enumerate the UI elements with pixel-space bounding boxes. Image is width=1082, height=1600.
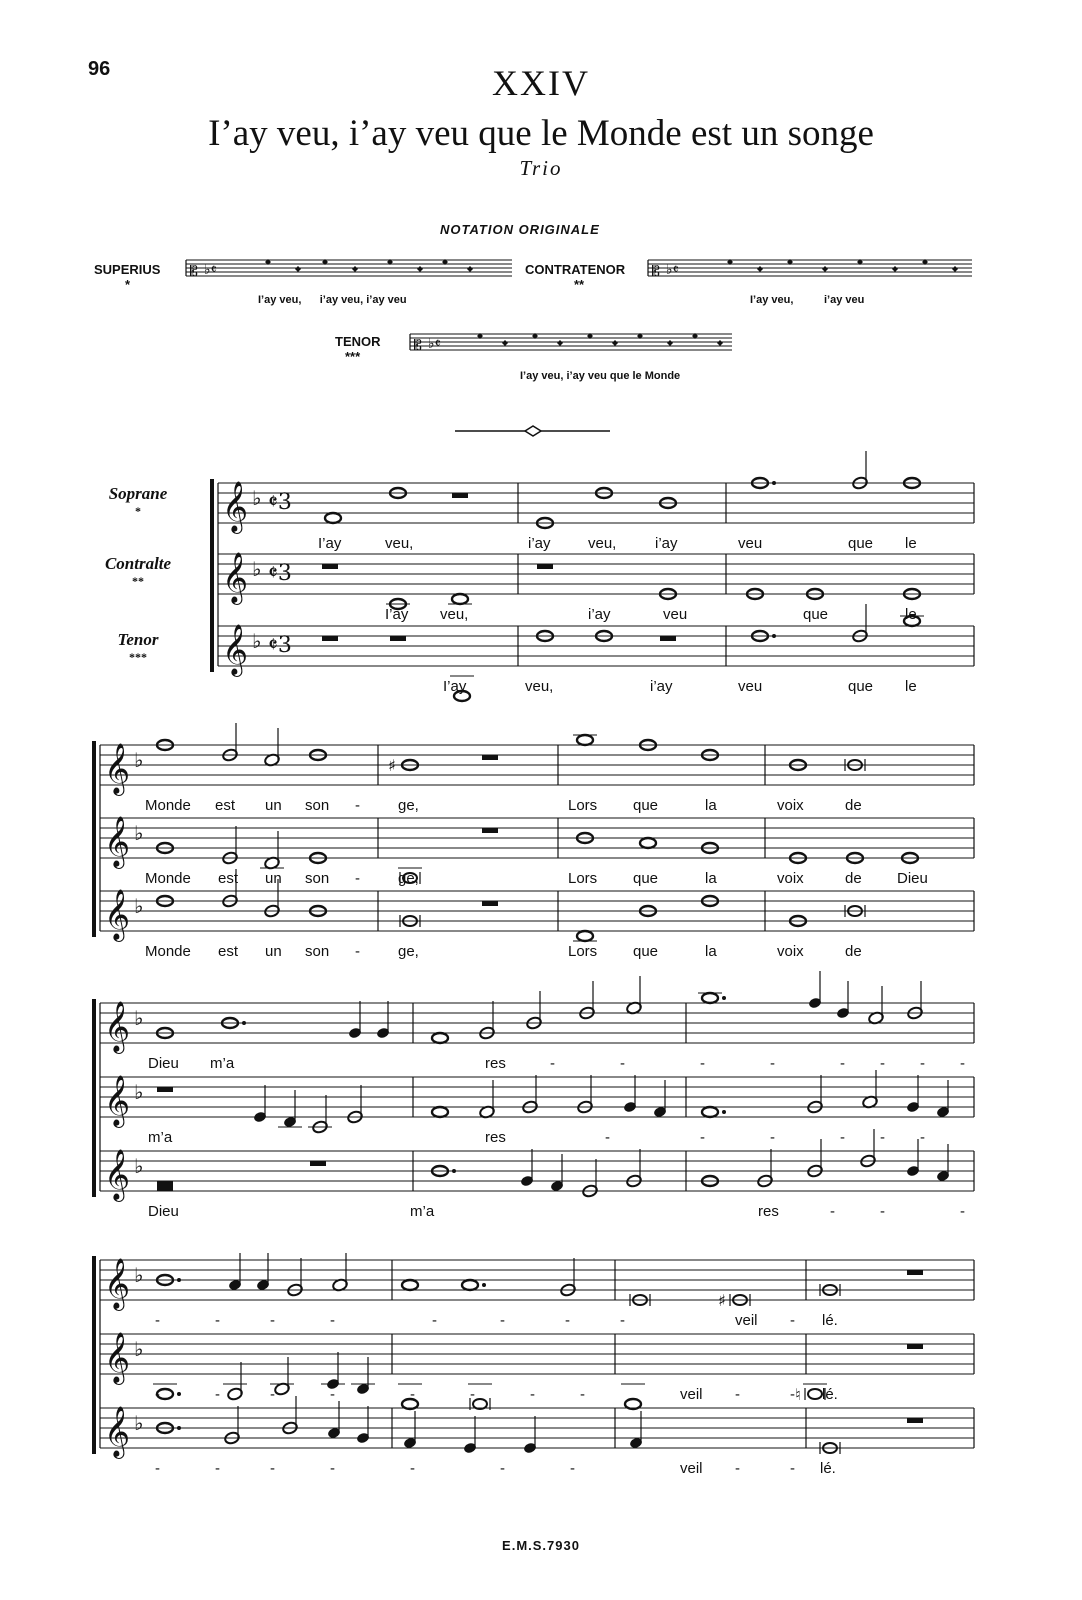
contratenor-stars: ** [574,277,585,292]
lyric-syllable: - [735,1386,740,1403]
rest [907,1270,923,1275]
contratenor-lyrics: I’ay veu, i’ay veu [750,294,865,306]
lyric-syllable: - [530,1386,535,1403]
lyric-syllable: i’ay [655,535,678,552]
lyric-syllable: - [355,797,360,814]
key-signature-flat: ♭ [134,1411,144,1435]
system-2 [94,723,974,942]
rest [390,636,406,641]
system-1 [212,451,974,701]
lyric-syllable: lé. [822,1312,838,1329]
lyric-syllable: le [905,678,917,695]
lyric-syllable: son [305,870,330,887]
superius-staff-clef: 𝄡 [190,264,198,280]
lyric-syllable: lé. [820,1460,836,1477]
lyric-syllable: veu, [385,535,414,552]
rest [482,755,498,760]
voice-stars-soprane: * [135,504,141,518]
neume-note [295,266,301,272]
treble-clef: 𝄞 [104,743,131,794]
neume-note [467,266,473,272]
lyric-syllable: son [305,943,330,960]
lyric-syllable: - [270,1460,275,1477]
lyric-syllable: m’a [210,1055,235,1072]
lyric-syllable: - [880,1129,885,1146]
lyric-syllable: res [485,1129,506,1146]
staff-soprane [100,745,974,785]
treble-clef: 𝄞 [104,1075,131,1126]
lyric-syllable: - [570,1460,575,1477]
lyric-syllable: veu, [588,535,617,552]
lyric-syllable: ge, [398,797,419,814]
augmentation-dot [722,996,726,1000]
section-divider [455,426,610,436]
lyric-syllable: - [770,1055,775,1072]
rest [907,1344,923,1349]
neume-note [557,340,563,346]
lyric-syllable: - [550,1055,555,1072]
lyric-syllable: - [920,1055,925,1072]
lyric-syllable: - [355,870,360,887]
augmentation-dot [242,1021,246,1025]
key-signature-flat: ♭ [134,1337,144,1361]
neume-note [952,266,958,272]
lyric-syllable: - [960,1055,965,1072]
tenor-orig-staff-mensuration: ♭𝄵 [428,336,441,352]
lyric-syllable: - [840,1055,845,1072]
key-signature-flat: ♭ [134,748,144,772]
lyric-syllable: de [845,943,862,960]
lyric-syllable: Dieu [148,1203,179,1220]
lyric-syllable: m’a [410,1203,435,1220]
rest [452,493,468,498]
staff-tenor [218,626,974,666]
lyric-syllable: que [633,797,659,814]
page-number: 96 [88,58,111,80]
lyric-syllable: ge, [398,870,419,887]
voice-stars-tenor: *** [129,650,147,664]
lyric-syllable: - [605,1129,610,1146]
lyric-syllable: est [218,870,239,887]
neume-note [892,266,898,272]
key-signature-flat: ♭ [252,486,262,510]
tenor-orig-staff [410,334,732,350]
rest [322,564,338,569]
tenor-orig-lyrics: I’ay veu, i’ay veu que le Monde [520,370,681,382]
treble-clef: 𝄞 [104,1258,131,1309]
lyric-syllable: - [215,1460,220,1477]
lyric-syllable: - [790,1386,795,1403]
lyric-syllable: - [155,1386,160,1403]
lyric-syllable: - [880,1203,885,1220]
breve-note [808,1389,822,1399]
lyric-syllable: - [330,1386,335,1403]
rest [907,1418,923,1423]
lyric-syllable: i’ay [650,678,673,695]
lyric-syllable: Dieu [148,1055,179,1072]
lyric-syllable: - [270,1386,275,1403]
voice-label-soprane: Soprane [108,484,168,503]
lyric-syllable: un [265,870,282,887]
lyric-syllable: - [215,1312,220,1329]
lyric-syllable: de [845,870,862,887]
lyric-syllable: - [830,1203,835,1220]
key-signature-flat: ♭ [134,1154,144,1178]
lyric-syllable: - [700,1129,705,1146]
rest [322,636,338,641]
rest [157,1087,173,1092]
lyric-syllable: - [432,1312,437,1329]
lyric-syllable: son [305,797,330,814]
whole-note [702,1107,718,1117]
key-signature-flat: ♭ [252,557,262,581]
superius-lyrics: I’ay veu, i’ay veu, i’ay veu [258,294,407,306]
augmentation-dot [452,1169,456,1173]
contratenor-label: CONTRATENOR [525,262,626,277]
lyric-syllable: - [920,1129,925,1146]
lyric-syllable: veu, [440,606,469,623]
lyric-syllable: - [620,1312,625,1329]
whole-note [432,1107,448,1117]
key-signature-flat: ♭ [134,1263,144,1287]
augmentation-dot [177,1426,181,1430]
system-4 [94,1253,974,1459]
contratenor-staff-mensuration: ♭𝄵 [666,262,679,278]
lyric-syllable: que [803,606,829,623]
lyric-syllable: I’ay [385,606,409,623]
lyric-syllable: veu, [525,678,554,695]
lyric-syllable: la [705,797,717,814]
lyric-syllable: - [840,1129,845,1146]
voice-label-tenor: Tenor [117,630,159,649]
lyric-syllable: que [848,535,874,552]
superius-label: SUPERIUS [94,262,161,277]
lyric-syllable: le [905,606,917,623]
neume-note [417,266,423,272]
lyric-syllable: voix [777,797,804,814]
lyric-syllable: Monde [145,943,191,960]
whole-note [325,513,341,523]
original-notation-staves [186,259,972,354]
treble-clef: 𝄞 [104,1001,131,1052]
time-signature: 𝄵3 [268,561,292,586]
superius-staff-mensuration: ♭𝄵 [204,262,217,278]
lyric-syllable: la [705,870,717,887]
lyric-syllable: de [845,797,862,814]
superius-staff [186,260,512,276]
voice-stars-contralte: ** [132,574,144,588]
superius-stars: * [125,277,131,292]
piece-number: XXIV [492,63,590,103]
piece-title: I’ay veu, i’ay veu que le Monde est un songe [208,113,874,154]
lyric-syllable: est [218,943,239,960]
lyric-syllable: - [790,1460,795,1477]
key-signature-flat: ♭ [252,629,262,653]
staff-tenor [100,1151,974,1191]
whole-note [402,1280,418,1290]
augmentation-dot [772,481,776,485]
lyric-syllable: un [265,943,282,960]
augmentation-dot [177,1278,181,1282]
key-signature-flat: ♭ [134,1006,144,1030]
lyric-syllable: - [410,1460,415,1477]
key-signature-flat: ♭ [134,821,144,845]
lyric-syllable: lé. [822,1386,838,1403]
lyric-syllable: Dieu [897,870,928,887]
lyric-syllable: ge, [398,943,419,960]
augmentation-dot [482,1283,486,1287]
treble-clef: 𝄞 [104,816,131,867]
rest [157,1181,173,1191]
lyric-syllable: - [500,1312,505,1329]
neume-note [352,266,358,272]
lyric-syllable: - [565,1312,570,1329]
lyric-syllable: i’ay [588,606,611,623]
rest [310,1161,326,1166]
rest [482,901,498,906]
lyric-syllable: - [500,1460,505,1477]
neume-note [612,340,618,346]
lyric-syllable: I’ay [443,678,467,695]
tenor-orig-staff-clef: 𝄡 [414,338,422,354]
staff-tenor [100,1408,974,1448]
staff-contralte [100,1077,974,1117]
lyric-syllable: Monde [145,797,191,814]
lyric-syllable: veu [738,535,763,552]
lyric-syllable: que [633,870,659,887]
whole-note [462,1280,478,1290]
neume-note [822,266,828,272]
lyric-syllable: res [485,1055,506,1072]
augmentation-dot [722,1110,726,1114]
lyric-syllable: la [705,943,717,960]
lyric-syllable: - [735,1460,740,1477]
lyric-syllable: - [700,1055,705,1072]
time-signature: 𝄵3 [268,633,292,658]
treble-clef: 𝄞 [104,1332,131,1383]
lyric-syllable: - [620,1055,625,1072]
lyric-syllable: - [410,1386,415,1403]
tenor-orig-stars: *** [345,349,361,364]
treble-clef: 𝄞 [104,889,131,940]
lyric-syllable: que [848,678,874,695]
lyric-syllable: voix [777,943,804,960]
tenor-orig-label: TENOR [335,334,381,349]
rest [660,636,676,641]
rest [537,564,553,569]
voice-label-contralte: Contralte [104,554,172,573]
lyric-syllable: Monde [145,870,191,887]
augmentation-dot [177,1392,181,1396]
lyric-syllable: res [758,1203,779,1220]
neume-note [502,340,508,346]
lyric-syllable: - [470,1386,475,1403]
treble-clef: 𝄞 [222,552,249,603]
staff-contralte [218,554,974,594]
whole-note [432,1033,448,1043]
sharp-accidental: ♯ [718,1291,726,1310]
key-signature-flat: ♭ [134,1080,144,1104]
lyric-syllable: est [215,797,236,814]
lyric-syllable: - [355,943,360,960]
treble-clef: 𝄞 [222,481,249,532]
time-signature: 𝄵3 [268,490,292,515]
lyric-syllable: - [215,1386,220,1403]
lyric-syllable: - [880,1055,885,1072]
whole-note [577,931,593,941]
neume-note [757,266,763,272]
lyric-syllable: un [265,797,282,814]
whole-note [452,594,468,604]
lyric-syllable: - [270,1312,275,1329]
system-3 [94,971,974,1202]
key-signature-flat: ♭ [134,894,144,918]
whole-note [577,735,593,745]
original-notation-heading: NOTATION ORIGINALE [440,222,600,237]
augmentation-dot [772,634,776,638]
lyric-syllable: Lors [568,797,598,814]
lyric-syllable: veil [680,1386,703,1403]
lyric-syllable: - [790,1312,795,1329]
lyric-syllable: veil [680,1460,703,1477]
lyric-syllable: I’ay [318,535,342,552]
staff-soprane [100,1260,974,1300]
staff-contralte [100,1334,974,1374]
lyric-syllable: que [633,943,659,960]
lyric-syllable: voix [777,870,804,887]
treble-clef: 𝄞 [104,1149,131,1200]
lyric-syllable: - [155,1312,160,1329]
whole-note [640,838,656,848]
natural-accidental: ♮ [795,1385,801,1404]
lyric-syllable: - [155,1460,160,1477]
lyric-syllable: i’ay [528,535,551,552]
piece-subtitle: Trio [519,156,563,180]
sharp-accidental: ♯ [388,756,396,775]
lyric-syllable: - [330,1312,335,1329]
lyric-syllable: m’a [148,1129,173,1146]
lyric-syllable: - [330,1460,335,1477]
treble-clef: 𝄞 [222,624,249,675]
lyric-syllable: - [580,1386,585,1403]
staff-tenor [100,891,974,931]
rest [482,828,498,833]
lyric-syllable: - [770,1129,775,1146]
footer-plate-number: E.M.S.7930 [502,1538,580,1553]
lyric-syllable: veu [663,606,688,623]
contratenor-staff-clef: 𝄡 [652,264,660,280]
neume-note [667,340,673,346]
whole-note [702,993,718,1003]
lyric-syllable: Lors [568,870,598,887]
lyric-syllable: - [960,1203,965,1220]
lyric-syllable: Lors [568,943,598,960]
treble-clef: 𝄞 [104,1406,131,1457]
lyric-syllable: veil [735,1312,758,1329]
neume-note [717,340,723,346]
lyric-syllable: le [905,535,917,552]
lyric-syllable: veu [738,678,763,695]
